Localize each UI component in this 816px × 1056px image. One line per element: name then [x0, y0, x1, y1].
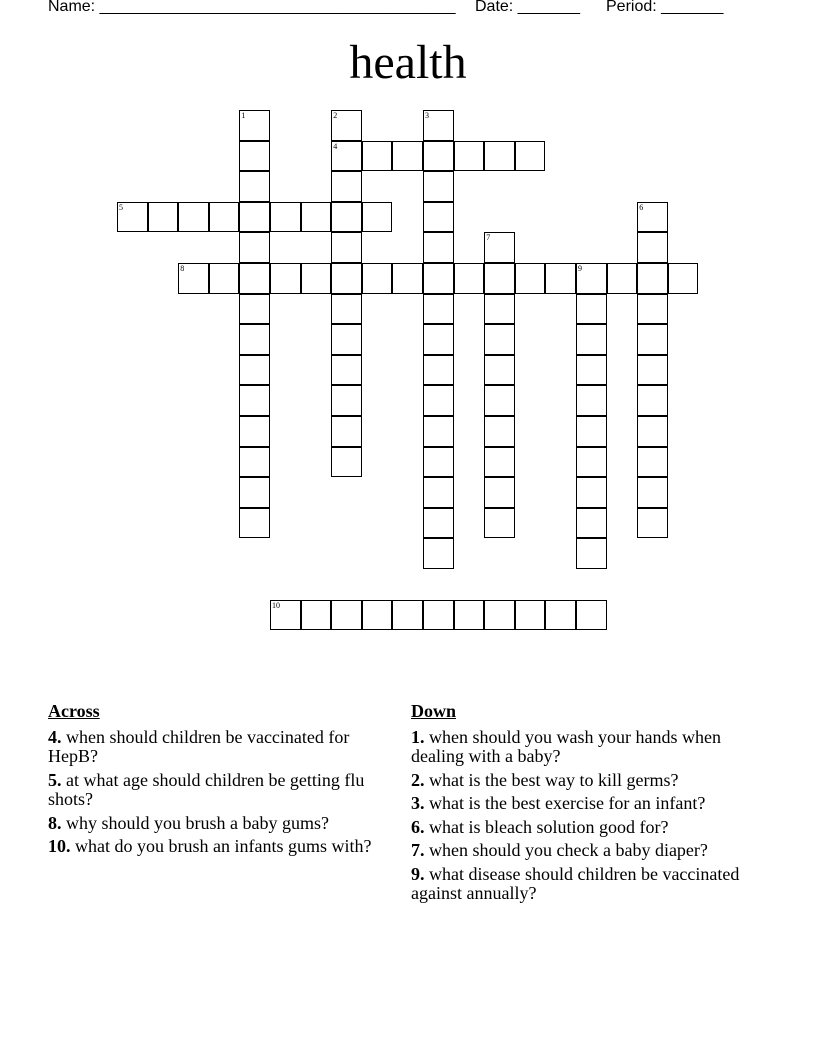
grid-cell[interactable] — [484, 294, 515, 325]
grid-cell[interactable] — [576, 294, 607, 325]
clue-text: what do you brush an infants gums with? — [75, 836, 372, 856]
clue-text: what disease should children be vaccinated against annually? — [411, 863, 740, 903]
grid-cell[interactable] — [331, 416, 362, 447]
date-field[interactable]: Date: _______ — [475, 0, 580, 15]
puzzle-title: health — [349, 36, 467, 89]
clue-number: 4. — [48, 726, 62, 747]
grid-cell[interactable] — [301, 263, 332, 294]
grid-cell[interactable] — [239, 171, 270, 202]
clue-number: 5. — [48, 769, 62, 790]
grid-cell[interactable] — [331, 110, 362, 141]
clue-across-10 — [48, 837, 388, 857]
name-field[interactable]: Name: ________________________________________ — [48, 0, 456, 15]
grid-cell[interactable] — [239, 416, 270, 447]
cell-number: 2 — [333, 111, 338, 120]
grid-cell[interactable] — [637, 416, 668, 447]
grid-cell[interactable] — [545, 600, 576, 631]
grid-cell[interactable] — [576, 263, 607, 294]
grid-cell[interactable] — [239, 508, 270, 539]
grid-cell[interactable] — [423, 294, 454, 325]
grid-cell[interactable] — [362, 202, 393, 233]
clue-number: 8. — [48, 812, 62, 833]
grid-cell[interactable] — [515, 600, 546, 631]
grid-cell[interactable] — [423, 385, 454, 416]
cell-number: 9 — [578, 264, 582, 273]
clue-text: when should you check a baby diaper? — [429, 840, 708, 860]
grid-cell[interactable] — [392, 141, 423, 172]
grid-cell[interactable] — [148, 202, 179, 233]
grid-cell[interactable] — [270, 600, 301, 631]
grid-cell[interactable] — [423, 110, 454, 141]
grid-cell[interactable] — [239, 324, 270, 355]
grid-cell[interactable] — [301, 600, 332, 631]
clue-number: 2. — [411, 769, 425, 790]
grid-cell[interactable] — [484, 416, 515, 447]
grid-cell[interactable] — [454, 141, 485, 172]
grid-cell[interactable] — [117, 202, 148, 233]
grid-cell[interactable] — [301, 202, 332, 233]
clue-down-1 — [411, 728, 741, 767]
grid-cell[interactable] — [484, 447, 515, 478]
grid-cell[interactable] — [270, 202, 301, 233]
grid-cell[interactable] — [637, 355, 668, 386]
cell-number: 4 — [333, 141, 338, 151]
grid-cell[interactable] — [209, 263, 240, 294]
cell-number: 7 — [486, 233, 491, 243]
clue-number: 7. — [411, 840, 425, 860]
grid-cell[interactable] — [178, 202, 209, 233]
clue-down-9 — [411, 865, 741, 904]
clue-down-7 — [411, 841, 741, 861]
grid-cell[interactable] — [270, 263, 301, 294]
grid-cell[interactable] — [423, 416, 454, 447]
grid-cell[interactable] — [331, 232, 362, 263]
grid-cell[interactable] — [239, 202, 270, 233]
grid-cell[interactable] — [423, 477, 454, 508]
grid-cell[interactable] — [362, 600, 393, 631]
grid-cell[interactable] — [392, 263, 423, 294]
clue-text: why should you brush a baby gums? — [66, 812, 329, 833]
clue-number: 1. — [411, 726, 425, 747]
clue-down-2 — [411, 771, 741, 791]
grid-cell[interactable] — [484, 600, 515, 631]
grid-cell[interactable] — [637, 447, 668, 478]
grid-cell[interactable] — [576, 324, 607, 355]
down-heading: Down — [411, 701, 457, 721]
grid-cell[interactable] — [637, 294, 668, 325]
grid-cell[interactable] — [239, 232, 270, 263]
grid-cell[interactable] — [423, 447, 454, 478]
clue-text: when should you wash your hands when dealing with a baby? — [411, 726, 721, 766]
grid-cell[interactable] — [362, 263, 393, 294]
grid-cell[interactable] — [576, 538, 607, 569]
grid-cell[interactable] — [576, 416, 607, 447]
clue-across-8 — [48, 814, 388, 834]
grid-cell[interactable] — [331, 294, 362, 325]
grid-cell[interactable] — [576, 477, 607, 508]
grid-cell[interactable] — [423, 355, 454, 386]
grid-cell[interactable] — [423, 263, 454, 294]
clue-across-4 — [48, 728, 388, 767]
down-clues — [411, 702, 741, 908]
grid-cell[interactable] — [484, 355, 515, 386]
across-clues — [48, 702, 388, 861]
grid-cell[interactable] — [484, 232, 515, 263]
grid-cell[interactable] — [576, 600, 607, 631]
grid-cell[interactable] — [637, 508, 668, 539]
grid-cell[interactable] — [331, 141, 362, 172]
clue-text: what is the best way to kill germs? — [429, 769, 679, 790]
grid-cell[interactable] — [331, 600, 362, 631]
across-heading: Across — [48, 701, 100, 721]
grid-cell[interactable] — [484, 263, 515, 294]
clue-text: at what age should children be getting flu shots? — [48, 769, 365, 809]
grid-cell[interactable] — [637, 324, 668, 355]
grid-cell[interactable] — [239, 447, 270, 478]
grid-cell[interactable] — [423, 232, 454, 263]
grid-cell[interactable] — [178, 263, 209, 294]
grid-cell[interactable] — [423, 202, 454, 233]
grid-cell[interactable] — [331, 385, 362, 416]
clue-down-6 — [411, 818, 741, 838]
clue-down-3 — [411, 794, 741, 814]
grid-cell[interactable] — [239, 355, 270, 386]
grid-cell[interactable] — [362, 141, 393, 172]
grid-cell[interactable] — [423, 538, 454, 569]
grid-cell[interactable] — [637, 232, 668, 263]
grid-cell[interactable] — [576, 355, 607, 386]
grid-cell[interactable] — [545, 263, 576, 294]
grid-cell[interactable] — [576, 385, 607, 416]
clue-number: 6. — [411, 816, 425, 837]
cell-number: 1 — [241, 111, 246, 120]
grid-cell[interactable] — [576, 508, 607, 539]
grid-cell[interactable] — [392, 600, 423, 631]
clue-across-5 — [48, 771, 388, 810]
grid-cell[interactable] — [637, 477, 668, 508]
grid-cell[interactable] — [484, 508, 515, 539]
cell-number: 3 — [425, 111, 429, 120]
grid-cell[interactable] — [607, 263, 638, 294]
grid-cell[interactable] — [484, 141, 515, 172]
grid-cell[interactable] — [515, 263, 546, 294]
cell-number: 6 — [639, 202, 644, 212]
grid-cell[interactable] — [209, 202, 240, 233]
grid-cell[interactable] — [484, 477, 515, 508]
grid-cell[interactable] — [454, 263, 485, 294]
grid-cell[interactable] — [239, 294, 270, 325]
grid-cell[interactable] — [239, 385, 270, 416]
grid-cell[interactable] — [331, 263, 362, 294]
grid-cell[interactable] — [331, 171, 362, 202]
grid-cell[interactable] — [637, 202, 668, 233]
clue-number: 3. — [411, 793, 425, 813]
clue-number: 10. — [48, 836, 71, 856]
grid-cell[interactable] — [576, 447, 607, 478]
cell-number: 8 — [180, 264, 185, 273]
clue-text: what is the best exercise for an infant? — [429, 793, 706, 813]
cell-number: 10 — [272, 600, 280, 610]
grid-cell[interactable] — [239, 141, 270, 172]
grid-cell[interactable] — [239, 263, 270, 294]
grid-cell[interactable] — [454, 600, 485, 631]
grid-cell[interactable] — [637, 263, 668, 294]
grid-cell[interactable] — [331, 355, 362, 386]
clue-number: 9. — [411, 863, 425, 884]
grid-cell[interactable] — [484, 385, 515, 416]
grid-cell[interactable] — [637, 385, 668, 416]
grid-cell[interactable] — [423, 324, 454, 355]
clue-text: when should children be vaccinated for HepB? — [48, 726, 350, 766]
grid-cell[interactable] — [239, 110, 270, 141]
grid-cell[interactable] — [515, 141, 546, 172]
grid-cell[interactable] — [423, 508, 454, 539]
grid-cell[interactable] — [239, 477, 270, 508]
grid-cell[interactable] — [331, 447, 362, 478]
grid-cell[interactable] — [484, 324, 515, 355]
grid-cell[interactable] — [331, 324, 362, 355]
grid-cell[interactable] — [423, 141, 454, 172]
grid-cell[interactable] — [423, 600, 454, 631]
period-field[interactable]: Period: _______ — [606, 0, 724, 15]
cell-number: 5 — [119, 202, 123, 212]
clue-text: what is bleach solution good for? — [429, 816, 669, 837]
grid-cell[interactable] — [331, 202, 362, 233]
grid-cell[interactable] — [668, 263, 699, 294]
grid-cell[interactable] — [423, 171, 454, 202]
